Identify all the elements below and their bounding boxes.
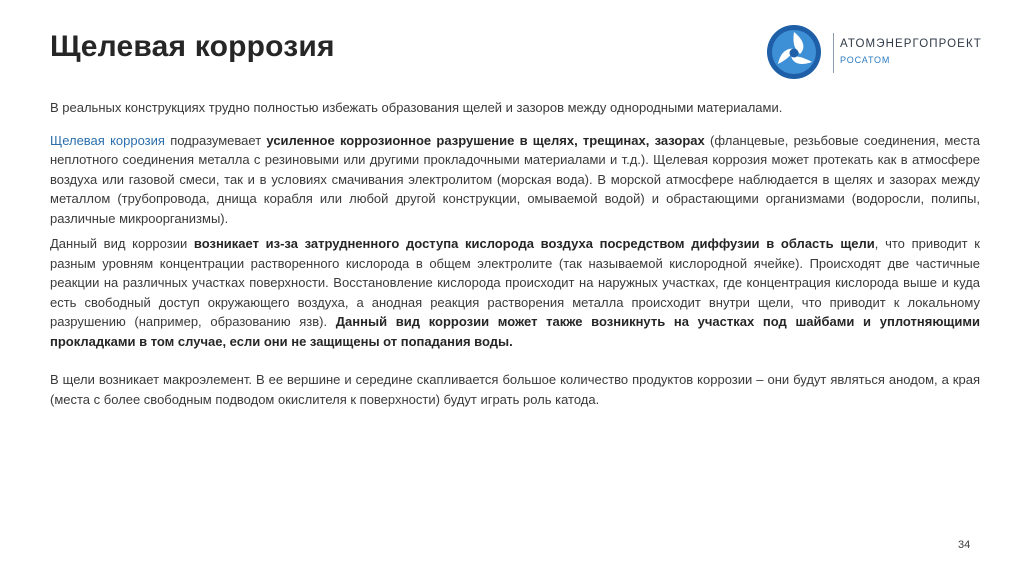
bold-span: возникает из-за затрудненного доступа кислорода воздуха посредством диффузии в область щели	[193, 236, 875, 251]
page-title: Щелевая коррозия	[50, 30, 335, 63]
text-span: подразумевает	[164, 132, 267, 148]
text-span: , что приводит к разным уровням концентрации растворенного кислорода в общем электролите (так называемой кислородной ячейке). Происходят две частичные реакции на различных участках поверхности. Восстановление кислорода происходит на наружных участках, где концентрация кислорода выше и куда есть свободный доступ окружающего воздуха, а анодная реакция растворения металла происходит внутри щели, что приводит к локальному разрушению (например, образованию язв).	[50, 236, 980, 329]
bold-span: Данный вид коррозии может также возникнуть на участках под шайбами и уплотняющими прокладками в том случае, если они не защищены от попадания воды.	[50, 314, 980, 349]
term-highlight: Щелевая коррозия	[50, 132, 165, 148]
logo-company-name: АТОМЭНЕРГОПРОЕКТ	[840, 38, 982, 50]
bold-span: усиленное коррозионное разрушение в щелях, трещинах, зазорах	[266, 132, 705, 148]
rosatom-logo-icon	[766, 24, 822, 80]
paragraph-macroelement: В щели возникает макроэлемент. В ее вершине и середине скапливается большое количество продуктов коррозии – они будут являться анодом, а края (места с более свободным подводом окислителя к поверхности) будут играть роль катода.	[50, 372, 980, 407]
slide-body	[50, 98, 980, 422]
paragraph-intro: В реальных конструкциях трудно полностью избежать образования щелей и зазоров между однородными материалами.	[50, 100, 783, 115]
paragraph-mechanism	[50, 234, 980, 351]
page-number: 34	[958, 539, 971, 551]
text-span: (фланцевые, резьбовые соединения, места неплотного соединения металла с резиновыми или другими прокладочными материалами и т.д.). Щелевая коррозия может протекать как в атмосфере воздуха или газовой смеси, так и в условиях смачивания электролитом (морская вода). В морской атмосфере наблюдается в щелях и зазорах между металлом (трубопровода, днища корабля или любой другой конструкции, омываемой водой) и обрастающими организмами (водоросли, полипы, различные микроорганизмы).	[50, 132, 981, 226]
text-span: Данный вид коррозии	[50, 236, 194, 251]
logo-subtitle: РОСАТОМ	[840, 55, 891, 65]
company-logo	[766, 24, 986, 80]
paragraph-definition	[50, 131, 980, 229]
logo-divider	[833, 33, 834, 73]
